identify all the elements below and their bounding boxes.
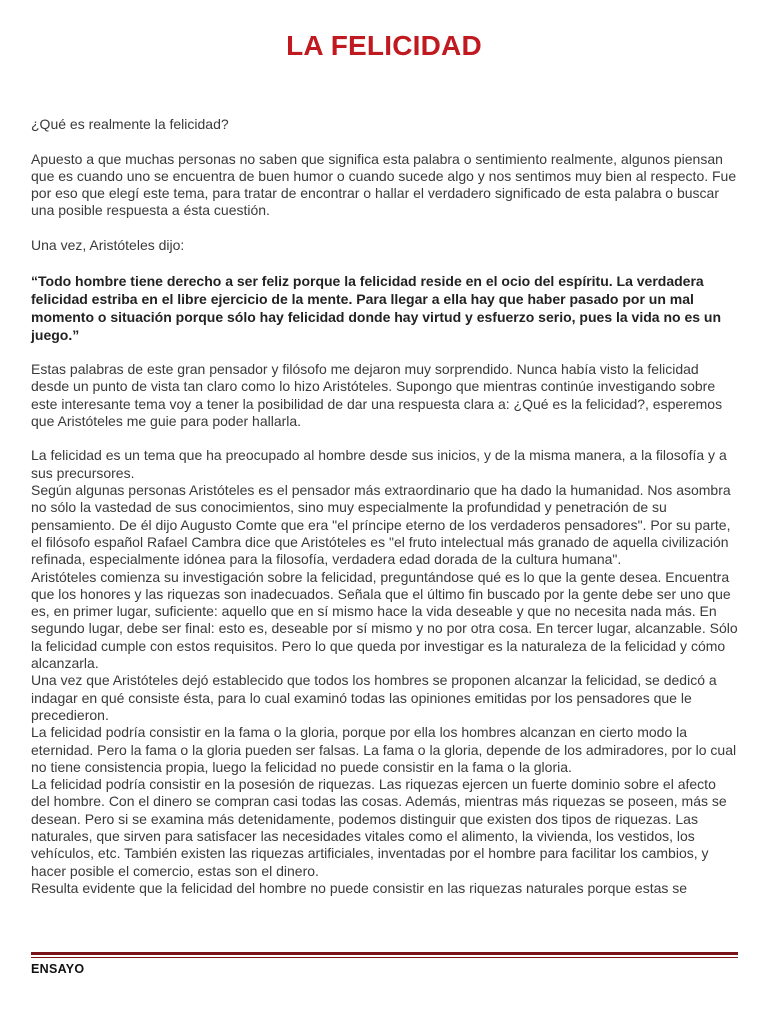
body-paragraph: Una vez que Aristóteles dejó establecido que todos los hombres se proponen alcanzar la felicidad, se dedicó a indagar en qué consiste ésta, para lo cual examinó todas las opiniones emitidas por los pensadores que le precedieron. — [31, 672, 717, 723]
document-body — [31, 116, 738, 897]
intro-paragraph: Apuesto a que muchas personas no saben que significa esta palabra o sentimiento realmente, algunos piensan que es cuando uno se encuentra de buen humor o cuando sucede algo y nos sentimos muy bien al respecto. Fue por eso que elegí este tema, para tratar de encontrar o hallar el verdadero significado de esta palabra o buscar una posible respuesta a ésta cuestión. — [31, 150, 737, 219]
body-paragraph: Aristóteles comienza su investigación sobre la felicidad, preguntándose qué es lo que la gente desea. Encuentra que los honores y las riquezas son inadecuados. Señala que el último fin buscado por la gente debe ser uno que es, en primer lugar, suficiente: aquello que en sí mismo hace la vida deseable y que no necesita nada más. En segundo lugar, debe ser final: esto es, deseable por sí mismo y no por otra cosa. En tercer lugar, alcanzable. Sólo la felicidad cumple con estos requisitos. Pero lo que queda por investigar es la naturaleza de la felicidad y cómo alcanzarla. — [31, 568, 738, 672]
paragraph-gap — [31, 133, 738, 150]
paragraph-gap — [31, 344, 738, 361]
opening-question: ¿Qué es realmente la felicidad? — [31, 116, 229, 132]
paragraph-gap — [31, 220, 738, 237]
paragraph-gap — [31, 254, 738, 271]
body-paragraph: La felicidad podría consistir en la posesión de riquezas. Las riquezas ejercen un fuerte dominio sobre el afecto del hombre. Con el dinero se compran casi todas las cosas. Además, mientras más riquezas se poseen, más se desean. Pero si se examina más detenidamente, podemos distinguir que existen dos tipos de riquezas. Las naturales, que sirven para satisfacer las necesidades vitales como el alimento, la vivienda, los vestidos, los vehículos, etc. También existen las riquezas artificiales, inventadas por el hombre para facilitar los cambios, y hacer posible el comercio, estas son el dinero. — [31, 776, 727, 879]
footer-divider — [31, 952, 738, 955]
document-title: LA FELICIDAD — [286, 30, 482, 61]
footer-label: ENSAYO — [31, 962, 85, 976]
body-paragraph: La felicidad es un tema que ha preocupado al hombre desde sus inicios, y de la misma manera, a la filosofía y a sus precursores. — [31, 447, 727, 481]
body-paragraph: La felicidad podría consistir en la fama o la gloria, porque por ella los hombres alcanzan en cierto modo la eternidad. Pero la fama o la gloria pueden ser falsas. La fama o la gloria, depende de los admiradores, por lo cual no tiene consistencia propia, luego la felicidad no puede consistir en la fama o la gloria. — [31, 724, 737, 775]
reflection-paragraph: Estas palabras de este gran pensador y filósofo me dejaron muy sorprendido. Nunca había visto la felicidad desde un punto de vista tan claro como lo hizo Aristóteles. Supongo que mientras continúe investigando sobre este interesante tema voy a tener la posibilidad de dar una respuesta clara a: ¿Qué es la felicidad?, esperemos que Aristóteles me guie para poder hallarla. — [31, 360, 723, 429]
footer-divider-thin — [31, 957, 738, 958]
aristotle-quote: “Todo hombre tiene derecho a ser feliz porque la felicidad reside en el ocio del espíritu. La verdadera felicidad estriba en el libre ejercicio de la mente. Para llegar a ella hay que haber pasado por un mal momento o situación porque sólo hay felicidad donde hay virtud y esfuerzo serio, pues la vida no es un juego.” — [31, 272, 722, 343]
paragraph-gap — [31, 430, 738, 447]
body-paragraph: Según algunas personas Aristóteles es el pensador más extraordinario que ha dado la humanidad. Nos asombra no sólo la vastedad de sus conocimientos, sino muy especialmente la profundidad y penetración de su pensamiento. De él dijo Augusto Comte que era "el príncipe eterno de los verdaderos pensadores". Por su parte, el filósofo español Rafael Cambra dice que Aristóteles es "el fruto intelectual más granado de aquella civilización refinada, especialmente idónea para la filosofía, verdadera edad dorada de la cultura humana". — [31, 482, 731, 568]
body-paragraph: Resulta evidente que la felicidad del hombre no puede consistir en las riquezas naturales porque estas se — [31, 879, 688, 896]
quote-intro: Una vez, Aristóteles dijo: — [31, 237, 185, 254]
